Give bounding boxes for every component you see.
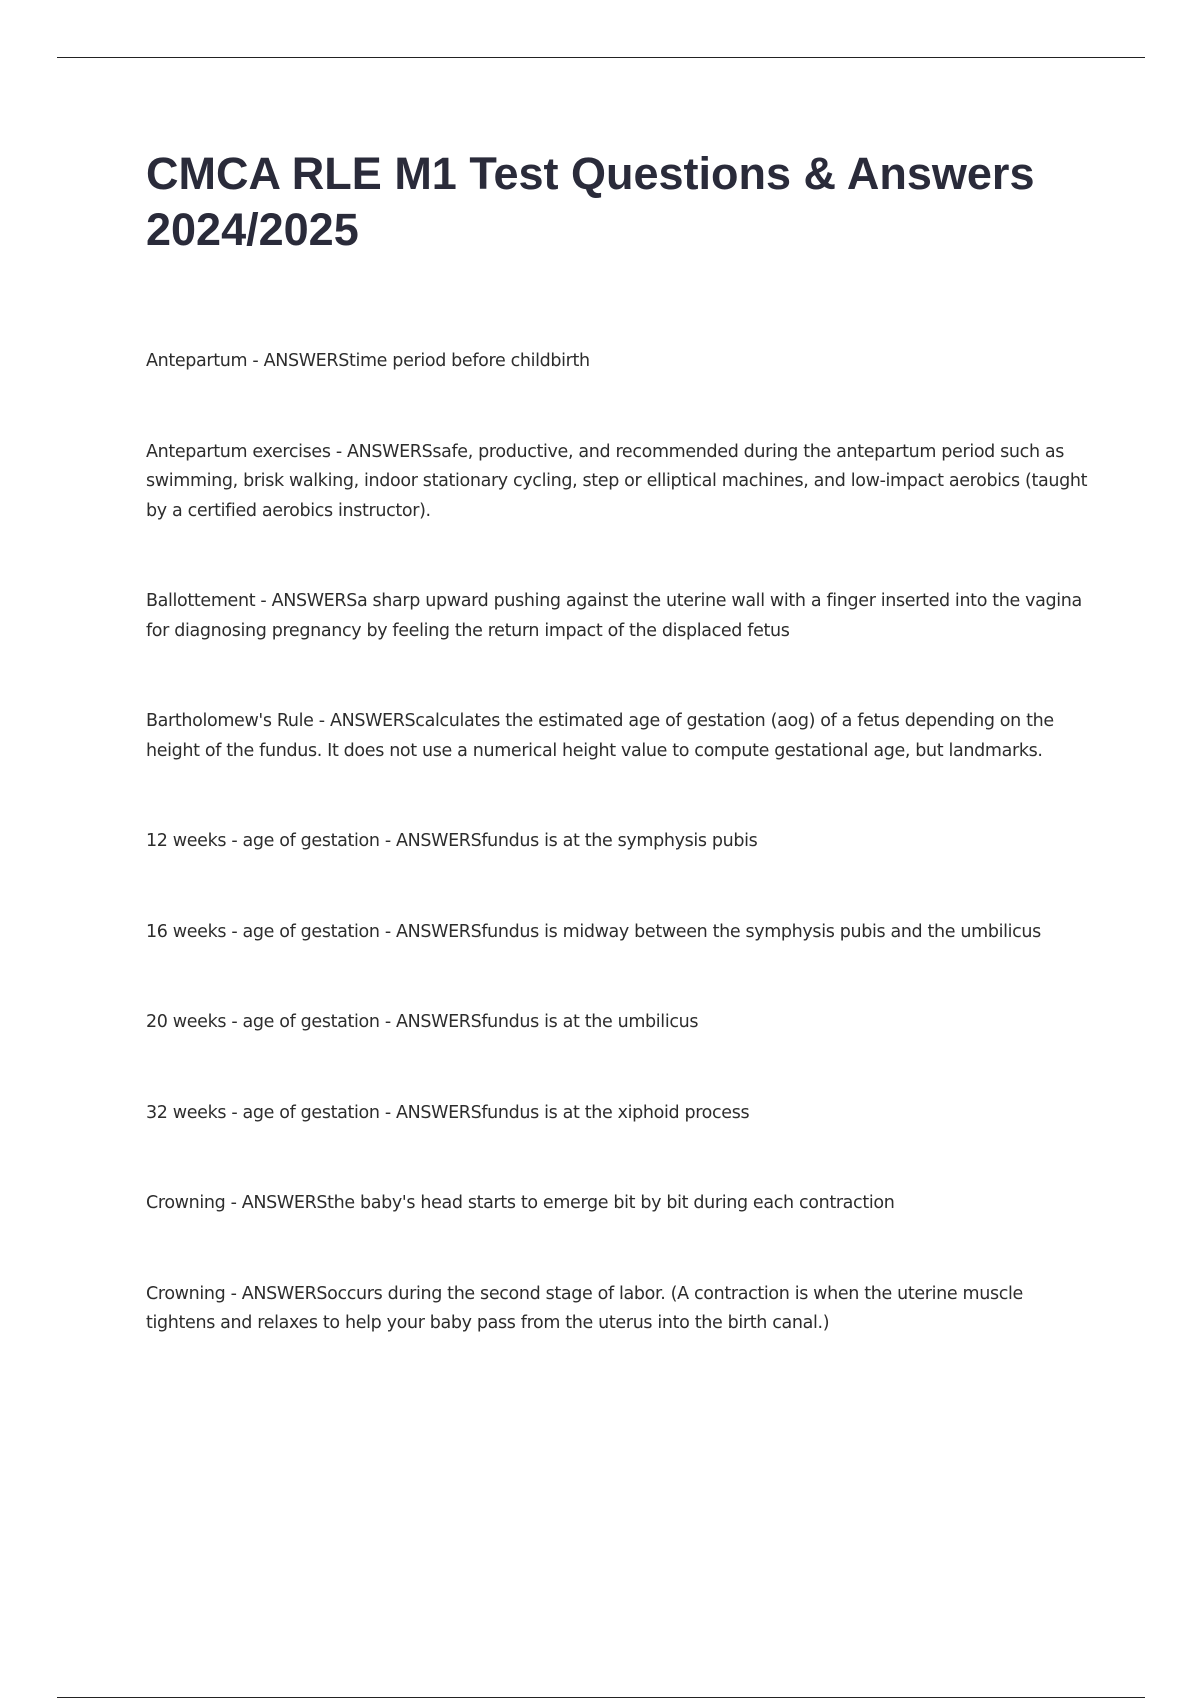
- qa-entry: Crowning - ANSWERSthe baby's head starts to emerge bit by bit during each contraction: [146, 1193, 895, 1213]
- document-title: CMCA RLE M1 Test Questions & Answers 2024/2025: [146, 148, 1035, 255]
- qa-entry: Bartholomew's Rule - ANSWERScalculates the estimated age of gestation (aog) of a fetus depending on the height of the fundus. It does not use a numerical height value to compute gestational age, but landmarks.: [146, 711, 1054, 761]
- qa-entry: Crowning - ANSWERSoccurs during the second stage of labor. (A contraction is when the uterine muscle tightens and relaxes to help your baby pass from the uterus into the birth canal.): [146, 1283, 1023, 1333]
- qa-list: [146, 347, 1096, 1400]
- qa-entry: 16 weeks - age of gestation - ANSWERSfundus is midway between the symphysis pubis and the umbilicus: [146, 921, 1041, 942]
- qa-entry: 32 weeks - age of gestation - ANSWERSfundus is at the xiphoid process: [146, 1102, 750, 1123]
- top-divider: [57, 57, 1145, 58]
- qa-entry: 12 weeks - age of gestation - ANSWERSfundus is at the symphysis pubis: [146, 831, 758, 851]
- qa-entry: Ballottement - ANSWERSa sharp upward pushing against the uterine wall with a finger inserted into the vagina for diagnosing pregnancy by feeling the return impact of the displaced fetus: [146, 591, 1082, 641]
- qa-entry: 20 weeks - age of gestation - ANSWERSfundus is at the umbilicus: [146, 1012, 699, 1032]
- qa-entry: Antepartum - ANSWERStime period before childbirth: [146, 351, 590, 371]
- qa-entry: Antepartum exercises - ANSWERSsafe, productive, and recommended during the antepartum period such as swimming, brisk walking, indoor stationary cycling, step or elliptical machines, and low-impact aerobics (taught by a certified aerobics instructor).: [146, 441, 1088, 521]
- bottom-divider: [57, 1697, 1145, 1698]
